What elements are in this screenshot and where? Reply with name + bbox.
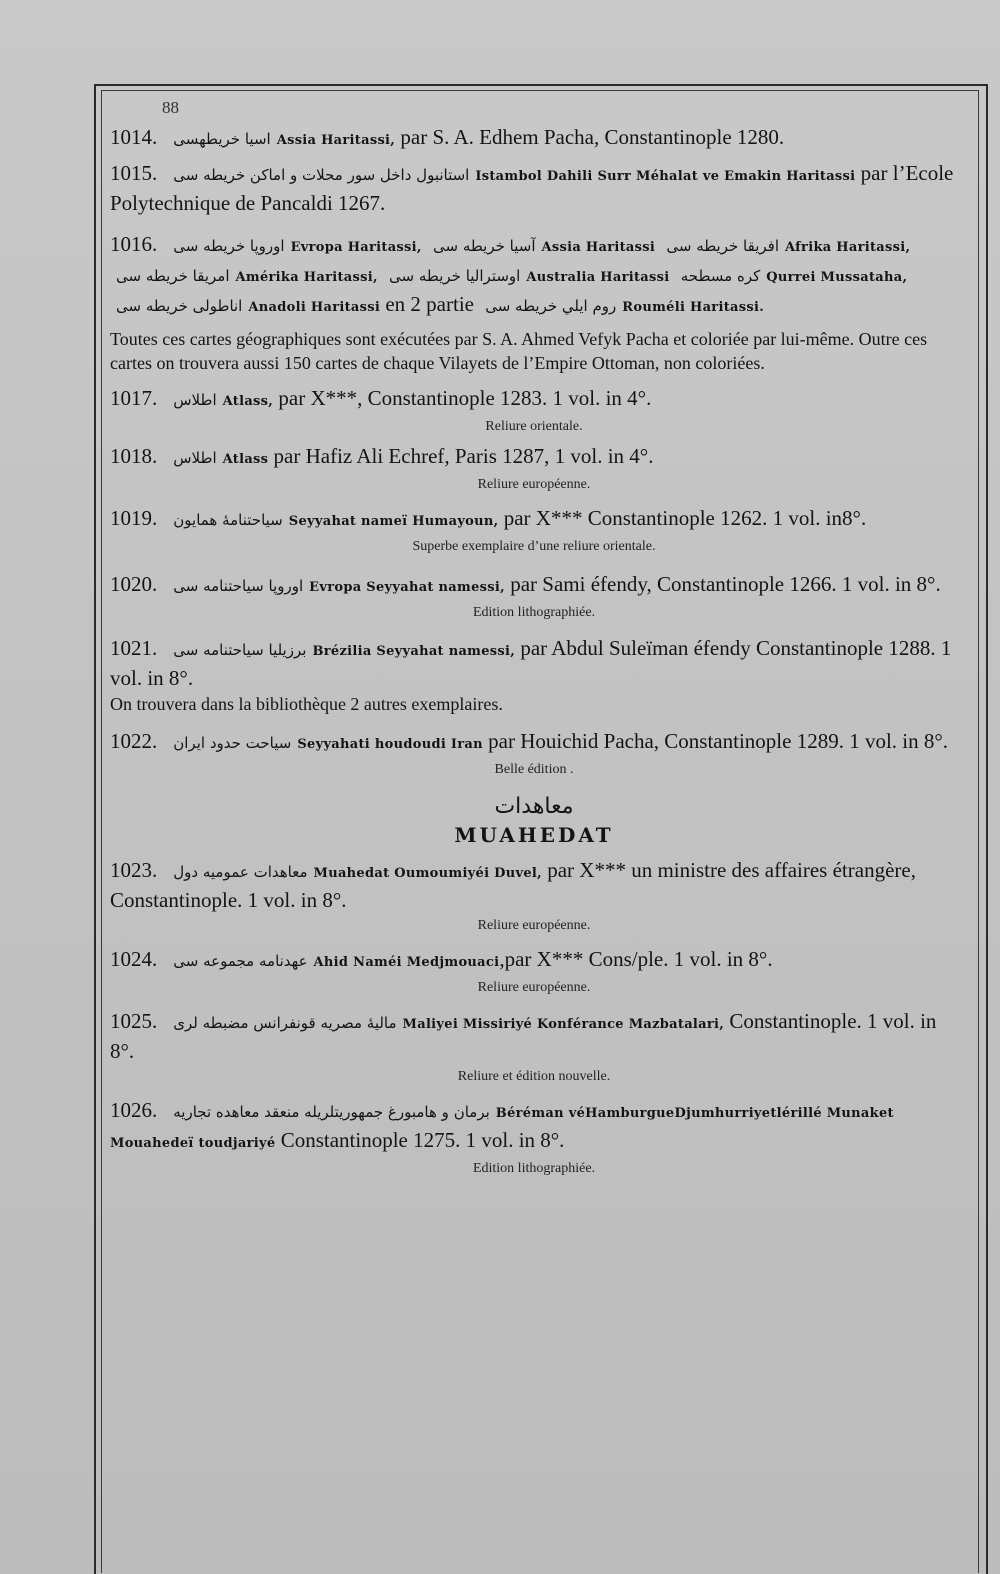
transliterated-title: Assia Haritassi [541,240,656,255]
arabic-title: سياحتنامهٔ همايون [173,511,283,529]
entry-text: par Hafiz Ali Echref, Paris 1287, 1 vol. in 4°. [273,444,654,468]
catalog-entry-1017 [110,385,958,437]
entry-text: Constantinople 1275. 1 vol. in 8°. [280,1128,565,1152]
entry-text: en 2 partie [385,292,474,316]
arabic-title: افريقا خريطه سى [666,237,779,255]
entry-number: 1026. [110,1098,158,1122]
transliterated-title: Assia Haritassi, [276,133,396,148]
catalog-entry-1014 [110,124,958,154]
entry-text: par Abdul Suleïman éfendy Constantinople 1288. 1 vol. in 8°. [110,636,952,690]
transliterated-title: Brézilia Seyyahat namessi, [312,644,516,659]
entry-text: par l’Ecole Polytechnique de Pancaldi 1267. [110,161,954,215]
entry-number: 1023. [110,858,158,882]
entry-text: par X*** Constantinople 1262. 1 vol. in8°. [503,506,867,530]
binding-note: Reliure européenne. [477,477,591,492]
arabic-title: سياحت حدود ايران [173,734,292,752]
arabic-title: كره مسطحه [680,267,761,285]
page-number: 88 [162,98,179,117]
section-arabic-title: معاهدات [494,794,574,819]
catalog-entry-1015 [110,160,958,217]
paragraph-text: Toutes ces cartes géographiques sont exécutées par S. A. Ahmed Vefyk Pacha et coloriée par lui-même. Outre ces cartes on trouvera aussi 150 cartes de chaque Vilayets de l’Empire Ottoman, non coloriées. [110,329,928,373]
transliterated-title: Atlass, [222,394,274,409]
section-heading [110,794,958,847]
entry-text: par S. A. Edhem Pacha, Constantinople 1280. [400,125,785,149]
binding-note: Reliure et édition nouvelle. [457,1069,611,1084]
binding-note: Reliure orientale. [485,419,583,434]
arabic-title: اسيا خريطهسى [173,130,271,148]
entry-text: par X***, Constantinople 1283. 1 vol. in 4°. [278,386,652,410]
entry-text: par Sami éfendy, Constantinople 1266. 1 vol. in 8°. [510,572,941,596]
binding-note: Edition lithographiée. [472,605,596,620]
entry-number: 1025. [110,1009,158,1033]
binding-note: Belle édition . [494,762,574,777]
entry-number: 1015. [110,161,158,185]
catalog-entry-1022 [110,728,958,780]
arabic-title: آسيا خريطه سى [432,237,536,255]
transliterated-title: Rouméli Haritassi. [622,300,765,315]
transliterated-title: Afrika Haritassi, [785,240,911,255]
arabic-title: اوروپا خريطه سى [173,237,285,255]
transliterated-title: Béréman véHamburgueDjumhurriyetlérillé Munaket Mouahedeï toudjariyé [110,1106,894,1151]
transliterated-title: Qurrei Mussataha, [766,270,908,285]
entry-number: 1016. [110,232,158,256]
catalog-entry-1021 [110,635,958,716]
transliterated-title: Evropa Seyyahat namessi, [309,580,505,595]
arabic-title: استانبول داخل سور محلات و اماكن خريطه سى [173,166,470,184]
arabic-title: عهدنامه مجموعه سى [173,952,308,970]
entry-number: 1017. [110,386,158,410]
arabic-title: اناطولی خريطه سى [116,297,243,315]
entry-number: 1014. [110,125,158,149]
arabic-title: اطلاس [173,449,217,467]
arabic-title: اوروپا سياحتنامه سى [173,577,304,595]
catalog-entry-1018 [110,443,958,495]
transliterated-title: Australia Haritassi [526,270,670,285]
catalog-entry-1026 [110,1097,958,1179]
transliterated-title: Seyyahat nameï Humayoun, [288,514,499,529]
entry-text: Constantinople. 1 vol. in 8°. [110,1009,937,1063]
binding-note: Edition lithographiée. [472,1161,596,1176]
catalog-entry-1024 [110,946,958,998]
transliterated-title: Evropa Haritassi, [290,240,422,255]
entry-number: 1022. [110,729,158,753]
entry-number: 1020. [110,572,158,596]
transliterated-title: Istambol Dahili Surr Méhalat ve Emakin Haritassi [475,169,856,184]
transliterated-title: Ahid Naméi Medjmouaci [313,955,500,970]
entry-text: par X*** un ministre des affaires étrangère, Constantinople. 1 vol. in 8°. [110,858,916,912]
entry-number: 1018. [110,444,158,468]
entry-number: 1019. [110,506,158,530]
entry-number: 1024. [110,947,158,971]
entry-text: ,par X*** Cons/ple. 1 vol. in 8°. [499,947,773,971]
arabic-title: روم ايلي خريطه سى [485,297,617,315]
binding-note: Reliure européenne. [477,918,591,933]
entry-text: par Houichid Pacha, Constantinople 1289. 1 vol. in 8°. [488,729,949,753]
catalog-entry-1020 [110,571,958,623]
binding-note: Reliure européenne. [477,980,591,995]
arabic-title: اطلاس [173,391,217,409]
section-title: MUAHEDAT [454,823,614,847]
transliterated-title: Seyyahati houdoudi Iran [297,737,483,752]
catalog-paragraph [110,327,958,375]
catalog-entry-1019 [110,505,958,557]
transliterated-title: Maliyei Missiriyé Konférance Mazbatalari, [402,1017,725,1032]
catalog-entry-1016 [110,231,958,321]
binding-note: Superbe exemplaire d’une reliure orientale. [412,539,656,554]
transliterated-title: Amérika Haritassi, [235,270,378,285]
transliterated-title: Muahedat Oumoumiyéi Duvel, [313,866,542,881]
transliterated-title: Atlass [222,452,269,467]
arabic-title: اوسترالیا خريطه سى [389,267,521,285]
arabic-title: ماليهٔ مصريه قونفرانس مضبطه لرى [173,1014,397,1032]
catalog-entry-1025 [110,1008,958,1087]
catalog-content [110,124,958,1185]
arabic-title: امريقا خريطه سى [116,267,230,285]
entry-extra-note: On trouvera dans la bibliothèque 2 autres exemplaires. [110,694,503,714]
catalog-entry-1023 [110,857,958,936]
arabic-title: برمان و هامبورغ جمهوريتلريله منعقد معاهده تجاريه [173,1103,490,1121]
transliterated-title: Anadoli Haritassi [248,300,381,315]
arabic-title: برزيليا سياحتنامه سى [173,641,307,659]
arabic-title: معاهدات عموميه دول [173,863,308,881]
entry-number: 1021. [110,636,158,660]
